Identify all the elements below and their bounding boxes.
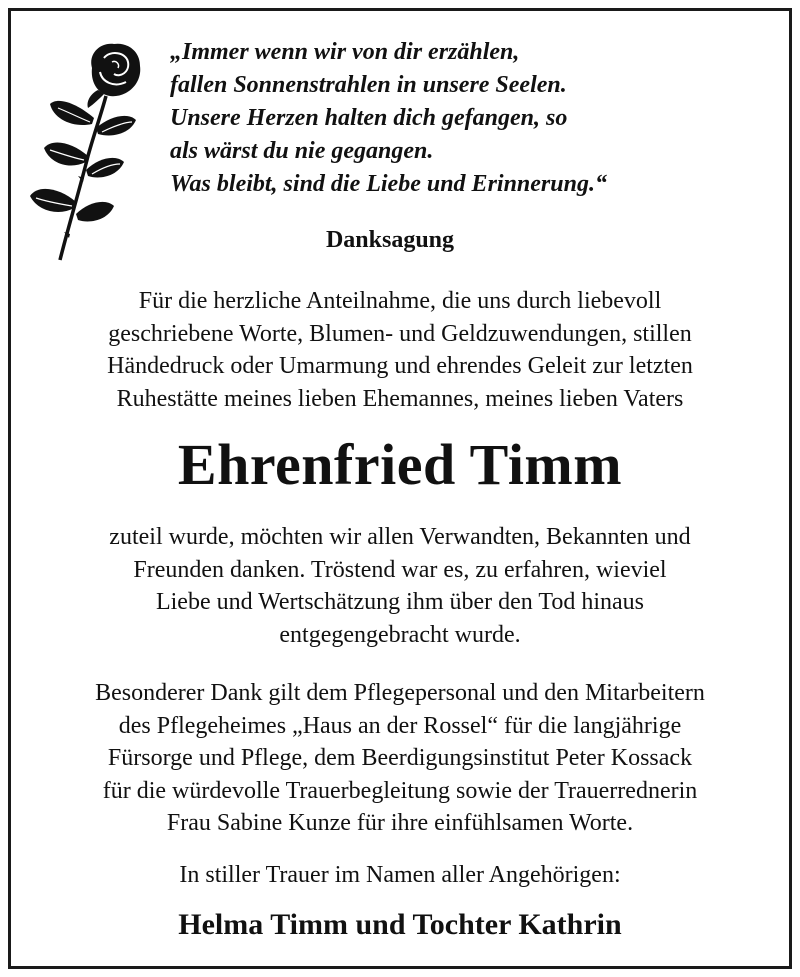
closing-line: In stiller Trauer im Namen aller Angehörigen: (179, 862, 621, 888)
poem-line: „Immer wenn wir von dir erzählen, (170, 39, 520, 65)
notice-heading: Danksagung (325, 227, 455, 253)
signers: Helma Timm und Tochter Kathrin (178, 908, 622, 941)
thanks-paragraph (0, 521, 800, 651)
special-thanks-line: für die würdevolle Trauerbegleitung sowie der Trauerrednerin (102, 777, 698, 804)
intro-paragraph (0, 285, 800, 415)
intro-line: geschriebene Worte, Blumen- und Geldzuwendungen, stillen (108, 320, 692, 347)
special-thanks-paragraph (0, 677, 800, 840)
poem (170, 36, 770, 201)
special-thanks-line: Fürsorge und Pflege, dem Beerdigungsinstitut Peter Kossack (107, 745, 693, 771)
poem-line: fallen Sonnenstrahlen in unsere Seelen. (170, 72, 567, 98)
poem-line: Unsere Herzen halten dich gefangen, so (170, 105, 568, 131)
thanks-line: zuteil wurde, möchten wir allen Verwandten, Bekannten und (109, 524, 691, 550)
special-thanks-line: des Pflegeheimes „Haus an der Rossel“ für die langjährige (118, 712, 682, 739)
intro-line: Ruhestätte meines lieben Ehemannes, meines lieben Vaters (116, 385, 684, 412)
poem-line: Was bleibt, sind die Liebe und Erinnerung.“ (170, 171, 607, 197)
thanks-line: entgegengebracht wurde. (279, 621, 521, 648)
deceased-name: Ehrenfried Timm (177, 432, 623, 497)
thanks-line: Freunden danken. Tröstend war es, zu erfahren, wieviel (133, 556, 667, 583)
special-thanks-line: Frau Sabine Kunze für ihre einfühlsamen Worte. (166, 810, 634, 836)
intro-line: Händedruck oder Umarmung und ehrendes Geleit zur letzten (107, 353, 693, 379)
intro-line: Für die herzliche Anteilnahme, die uns durch liebevoll (138, 288, 662, 314)
poem-line: als wärst du nie gegangen. (170, 138, 434, 164)
thanks-line: Liebe und Wertschätzung ihm über den Tod hinaus (155, 589, 645, 615)
special-thanks-line: Besonderer Dank gilt dem Pflegepersonal und den Mitarbeitern (95, 680, 705, 706)
